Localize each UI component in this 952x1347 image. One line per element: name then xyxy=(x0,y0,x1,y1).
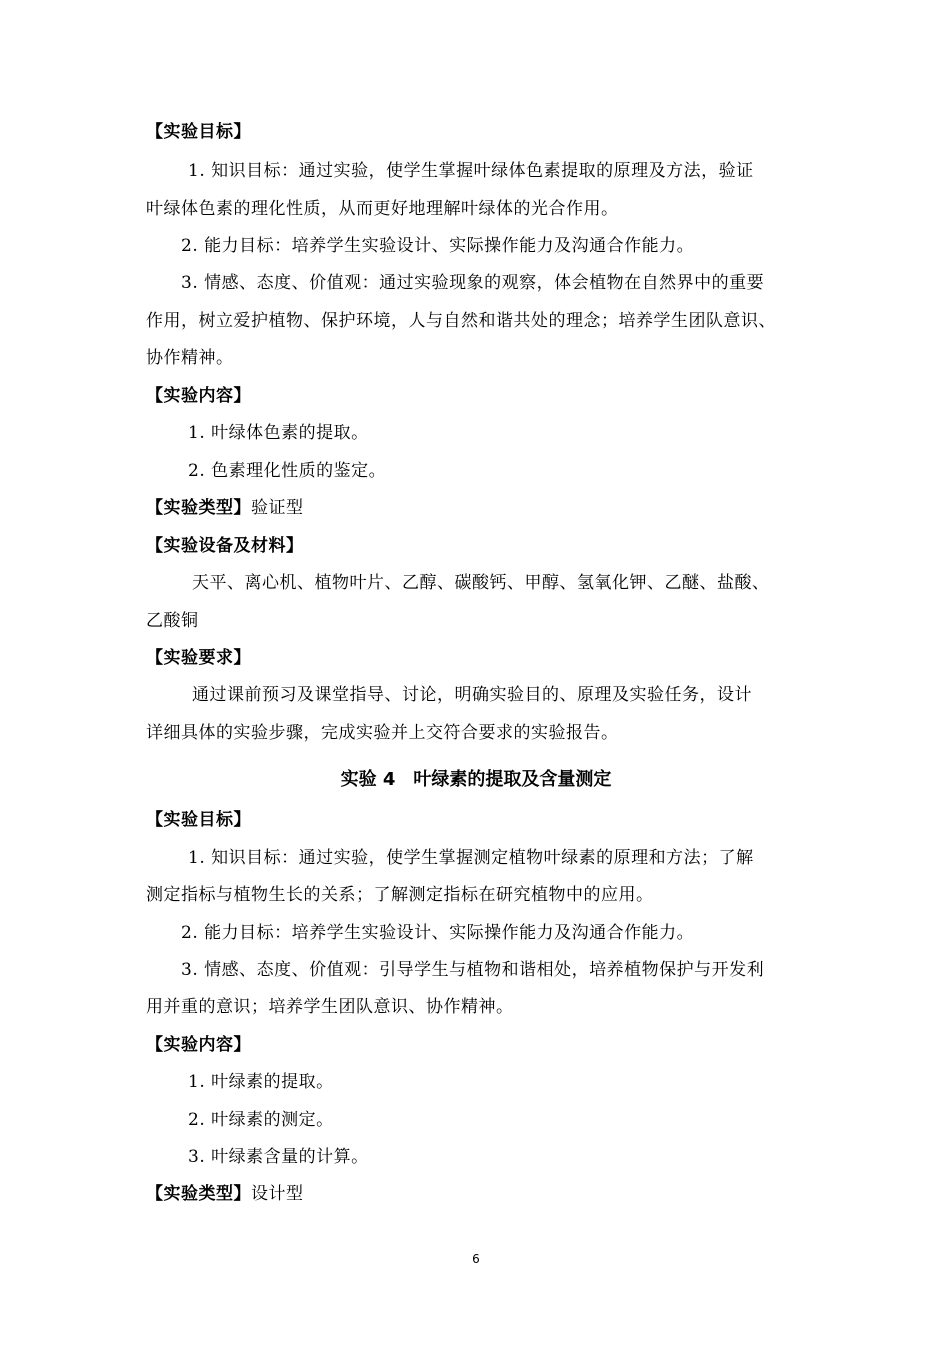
content-item-1: 1. 叶绿体色素的提取。 xyxy=(188,423,369,443)
exp4-content-item-1: 1. 叶绿素的提取。 xyxy=(188,1072,334,1092)
goal-2: 2. 能力目标：培养学生实验设计、实际操作能力及沟通合作能力。 xyxy=(181,236,695,256)
exp4-goal-1-line-1: 1. 知识目标：通过实验，使学生掌握测定植物叶绿素的原理和方法；了解 xyxy=(188,848,754,868)
goal-1-line-2: 叶绿体色素的理化性质，从而更好地理解叶绿体的光合作用。 xyxy=(146,199,619,219)
exp4-goal-2: 2. 能力目标：培养学生实验设计、实际操作能力及沟通合作能力。 xyxy=(181,923,695,943)
experiment-4-title: 实验 4 叶绿素的提取及含量测定 xyxy=(340,769,612,790)
type-heading: 【实验类型】 xyxy=(146,498,251,518)
goal-heading: 【实验目标】 xyxy=(146,122,251,142)
equipment-line-2: 乙酸铜 xyxy=(146,611,199,631)
exp4-goal-heading: 【实验目标】 xyxy=(146,810,251,830)
exp4-content-item-3: 3. 叶绿素含量的计算。 xyxy=(188,1147,369,1167)
goal-3-line-3: 协作精神。 xyxy=(146,348,234,368)
goal-3-line-2: 作用，树立爱护植物、保护环境，人与自然和谐共处的理念；培养学生团队意识、 xyxy=(146,311,776,331)
equipment-line-1: 天平、离心机、植物叶片、乙醇、碳酸钙、甲醇、氢氧化钾、乙醚、盐酸、 xyxy=(192,573,770,593)
exp4-type-value: 设计型 xyxy=(251,1184,304,1204)
page-number: 6 xyxy=(472,1252,480,1266)
exp4-content-item-2: 2. 叶绿素的测定。 xyxy=(188,1110,334,1130)
content-item-2: 2. 色素理化性质的鉴定。 xyxy=(188,461,387,481)
type-value: 验证型 xyxy=(251,498,304,518)
requirement-heading: 【实验要求】 xyxy=(146,648,251,668)
goal-3-line-1: 3. 情感、态度、价值观：通过实验现象的观察，体会植物在自然界中的重要 xyxy=(181,273,765,293)
exp4-goal-3-line-2: 用并重的意识；培养学生团队意识、协作精神。 xyxy=(146,997,514,1017)
exp4-content-heading: 【实验内容】 xyxy=(146,1035,251,1055)
requirement-line-1: 通过课前预习及课堂指导、讨论，明确实验目的、原理及实验任务，设计 xyxy=(192,685,752,705)
content-heading: 【实验内容】 xyxy=(146,386,251,406)
goal-1-line-1: 1. 知识目标：通过实验，使学生掌握叶绿体色素提取的原理及方法，验证 xyxy=(188,161,754,181)
requirement-line-2: 详细具体的实验步骤，完成实验并上交符合要求的实验报告。 xyxy=(146,723,619,743)
type-row xyxy=(146,496,304,520)
exp4-type-row xyxy=(146,1182,304,1206)
exp4-goal-3-line-1: 3. 情感、态度、价值观：引导学生与植物和谐相处，培养植物保护与开发利 xyxy=(181,960,765,980)
exp4-type-heading: 【实验类型】 xyxy=(146,1184,251,1204)
exp4-goal-1-line-2: 测定指标与植物生长的关系；了解测定指标在研究植物中的应用。 xyxy=(146,885,654,905)
equipment-heading: 【实验设备及材料】 xyxy=(146,536,304,556)
